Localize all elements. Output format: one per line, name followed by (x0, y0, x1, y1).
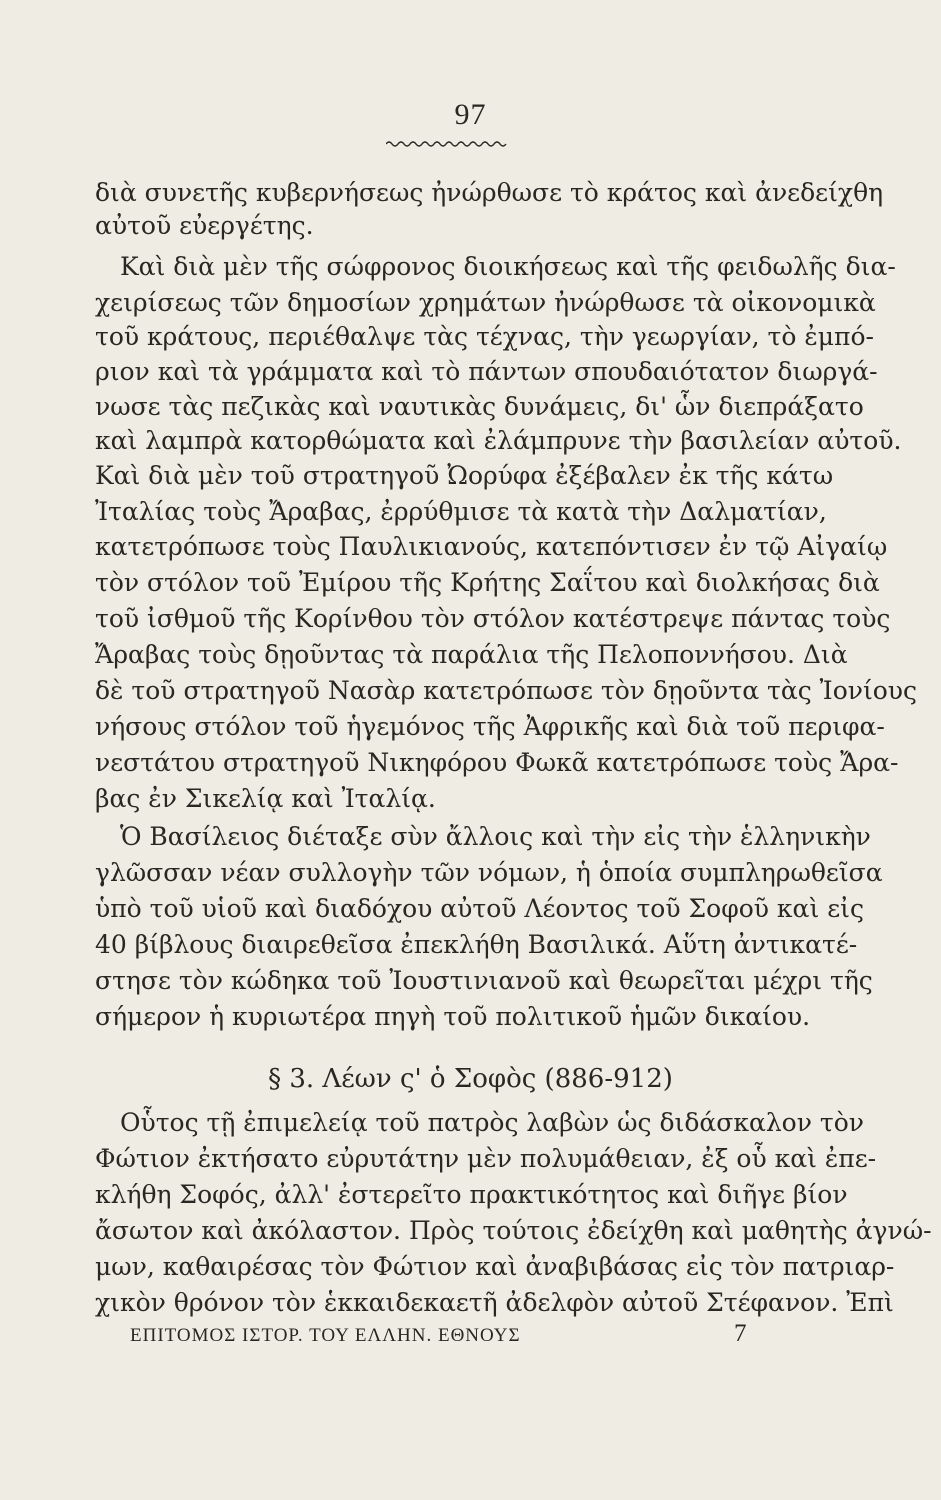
text-line: ριον καὶ τὰ γράμματα καὶ τὸ πάντων σπουδαιότατον διωργά- (95, 357, 878, 386)
text-line: διὰ συνετῆς κυβερνήσεως ἠνώρθωσε τὸ κράτος καὶ ἀνεδείχθη (95, 178, 884, 207)
text-line: νήσους στόλον τοῦ ἡγεμόνος τῆς Ἀφρικῆς καὶ διὰ τοῦ περιφα- (95, 712, 885, 741)
text-line: δὲ τοῦ στρατηγοῦ Νασὰρ κατετρόπωσε τὸν δῃοῦντα τὰς Ἰονίους (95, 676, 918, 705)
text-line: σήμερον ἡ κυριωτέρα πηγὴ τοῦ πολιτικοῦ ἡμῶν δικαίου. (95, 1002, 811, 1031)
text-line: τοῦ ἰσθμοῦ τῆς Κορίνθου τὸν στόλον κατέστρεψε πάντας τοὺς (95, 604, 891, 633)
text-line: Καὶ διὰ μὲν τῆς σώφρονος διοικήσεως καὶ τῆς φειδωλῆς δια- (120, 252, 896, 281)
text-line: καὶ λαμπρὰ κατορθώματα καὶ ἐλάμπρυνε τὴν βασιλείαν αὐτοῦ. (95, 426, 902, 455)
text-line: τοῦ κράτους, περιέθαλψε τὰς τέχνας, τὴν γεωργίαν, τὸ ἐμπό- (95, 322, 874, 351)
text-line: αὐτοῦ εὐεργέτης. (95, 211, 314, 240)
text-line: νωσε τὰς πεζικὰς καὶ ναυτικὰς δυνάμεις, δι' ὧν διεπράξατο (95, 392, 864, 421)
text-line: 40 βίβλους διαιρεθεῖσα ἐπεκλήθη Βασιλικά. Αὕτη ἀντικατέ- (95, 930, 858, 959)
ornament-rule (386, 140, 510, 148)
text-line: ἄσωτον καὶ ἀκόλαστον. Πρὸς τούτοις ἐδείχθη καὶ μαθητὴς ἀγνώ- (95, 1216, 932, 1245)
text-line: τὸν στόλον τοῦ Ἐμίρου τῆς Κρήτης Σαΐτου καὶ διολκήσας διὰ (95, 568, 880, 597)
text-line: κλήθη Σοφός, ἀλλ' ἐστερεῖτο πρακτικότητος καὶ διῆγε βίον (95, 1180, 848, 1209)
text-line: μων, καθαιρέσας τὸν Φώτιον καὶ ἀναβιβάσας εἰς τὸν πατριαρ- (95, 1252, 895, 1281)
text-line: Ἄραβας τοὺς δῃοῦντας τὰ παράλια τῆς Πελοποννήσου. Διὰ (95, 640, 848, 669)
section-heading: § 3. Λέων ς' ὁ Σοφὸς (886-912) (268, 1064, 673, 1094)
text-line: χικὸν θρόνον τὸν ἑκκαιδεκαετῆ ἀδελφὸν αὐτοῦ Στέφανον. Ἐπὶ (95, 1288, 894, 1317)
text-line: ὑπὸ τοῦ υἱοῦ καὶ διαδόχου αὐτοῦ Λέοντος τοῦ Σοφοῦ καὶ εἰς (95, 894, 864, 923)
text-line: κατετρόπωσε τοὺς Παυλικιανούς, κατεπόντισεν ἐν τῷ Αἰγαίῳ (95, 532, 888, 561)
text-line: Φώτιον ἐκτήσατο εὐρυτάτην μὲν πολυμάθειαν, ἐξ οὗ καὶ ἐπε- (95, 1144, 877, 1173)
text-line: Οὗτος τῇ ἐπιμελείᾳ τοῦ πατρὸς λαβὼν ὡς διδάσκαλον τὸν (120, 1108, 864, 1137)
text-line: Ὁ Βασίλειος διέταξε σὺν ἄλλοις καὶ τὴν εἰς τὴν ἑλληνικὴν (120, 822, 871, 851)
footer-title: ΕΠΙΤΟΜΟΣ ΙΣΤΟΡ. ΤΟΥ ΕΛΛΗΝ. ΕΘΝΟΥΣ (130, 1325, 521, 1346)
text-line: γλῶσσαν νέαν συλλογὴν τῶν νόμων, ἡ ὁποία συμπληρωθεῖσα (95, 858, 883, 887)
text-line: στησε τὸν κώδηκα τοῦ Ἰουστινιανοῦ καὶ θεωρεῖται μέχρι τῆς (95, 966, 873, 995)
text-line: Καὶ διὰ μὲν τοῦ στρατηγοῦ Ὠορύφα ἐξέβαλεν ἐκ τῆς κάτω (95, 461, 834, 490)
footer-signature: 7 (734, 1320, 747, 1347)
text-line: νεστάτου στρατηγοῦ Νικηφόρου Φωκᾶ κατετρόπωσε τοὺς Ἄρα- (95, 748, 899, 777)
text-line: βας ἐν Σικελίᾳ καὶ Ἰταλίᾳ. (95, 784, 436, 813)
page-number: 97 (454, 98, 487, 131)
text-line: χειρίσεως τῶν δημοσίων χρημάτων ἠνώρθωσε τὰ οἰκονομικὰ (95, 288, 876, 317)
text-line: Ἰταλίας τοὺς Ἄραβας, ἐρρύθμισε τὰ κατὰ τὴν Δαλματίαν, (95, 497, 827, 526)
